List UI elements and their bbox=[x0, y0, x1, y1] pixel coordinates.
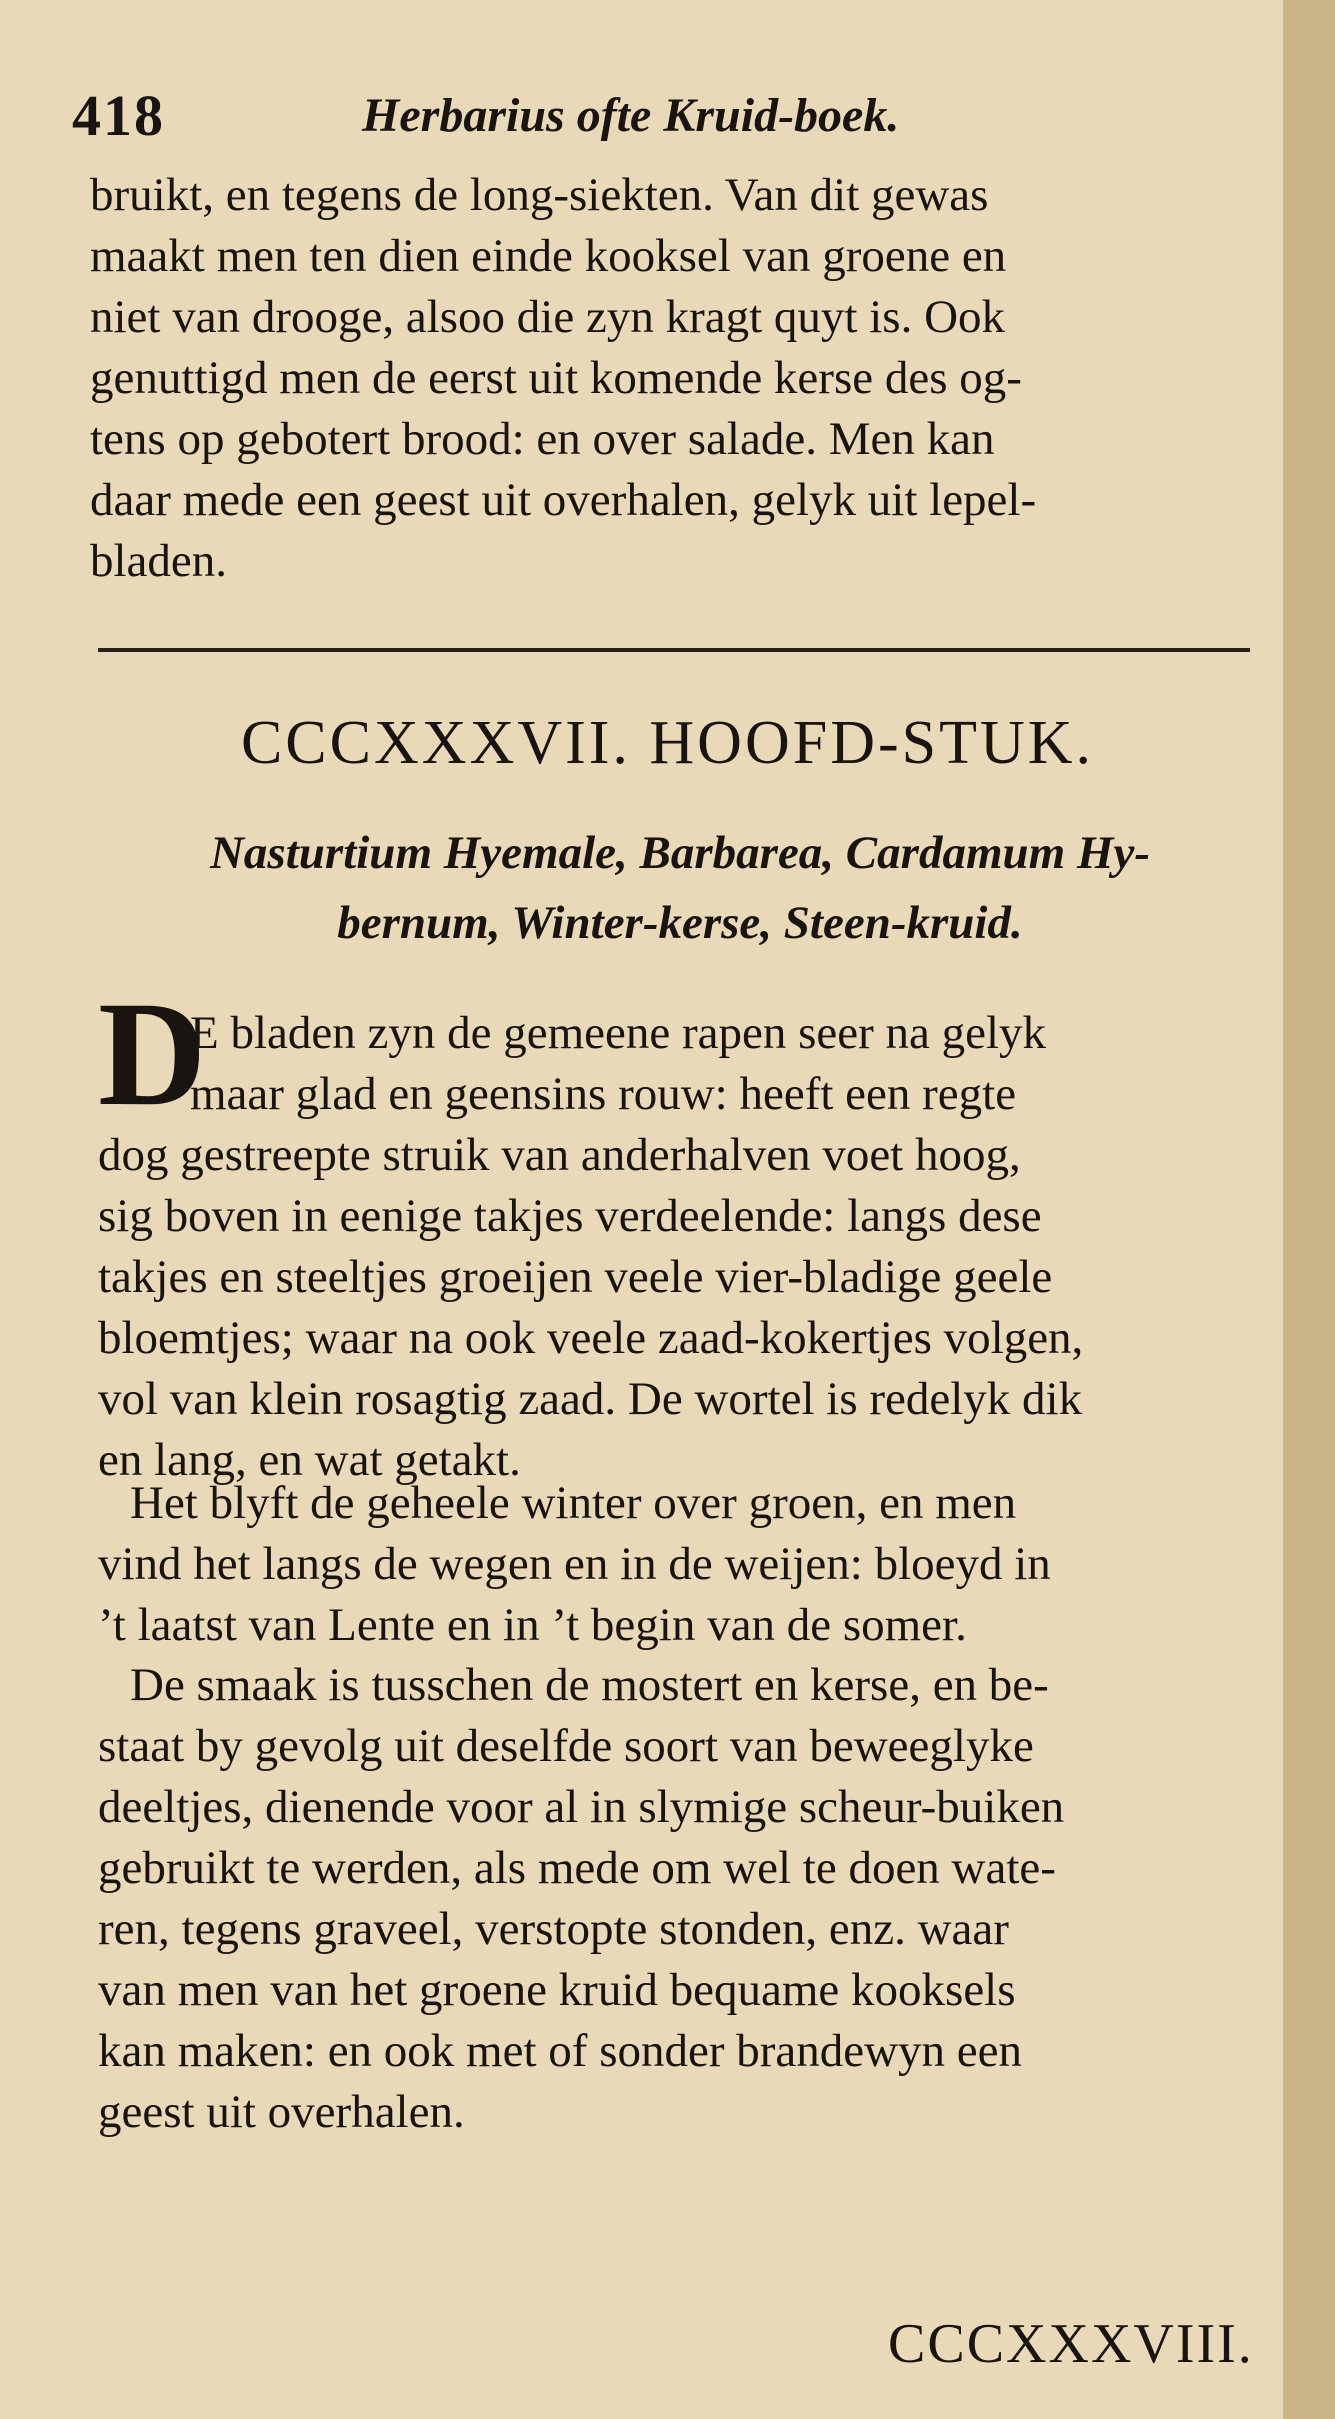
text-line: dog gestreepte struik van anderhalven voet hoog, bbox=[98, 1129, 1021, 1181]
text-line: takjes en steeltjes groeijen veele vier-bladige geele bbox=[98, 1251, 1053, 1303]
text-line: E bladen zyn de gemeene rapen seer na gelyk bbox=[190, 1007, 1047, 1059]
text-line: maakt men ten dien einde kooksel van groene en bbox=[90, 230, 1007, 282]
text-line: tens op gebotert brood: en over salade. Men kan bbox=[90, 413, 995, 465]
text-line: kan maken: en ook met of sonder brandewyn een bbox=[98, 2025, 1023, 2077]
subtitle-line: Nasturtium Hyemale, Barbarea, Cardamum Hy- bbox=[209, 827, 1151, 879]
text-line: en lang, en wat getakt. bbox=[98, 1434, 521, 1486]
page-header bbox=[72, 82, 1272, 152]
text-line: genuttigd men de eerst uit komende kerse des og- bbox=[90, 352, 1022, 404]
text-line: De smaak is tusschen de mostert en kerse, en be- bbox=[130, 1659, 1049, 1711]
chapter-subtitle bbox=[100, 818, 1260, 958]
catchword: CCCXXXVIII. bbox=[888, 2313, 1254, 2375]
text-line: geest uit overhalen. bbox=[98, 2086, 465, 2138]
text-line: vol van klein rosagtig zaad. De wortel is redelyk dik bbox=[98, 1373, 1083, 1425]
text-line: gebruikt te werden, als mede om wel te doen wate- bbox=[98, 1842, 1056, 1894]
text-line: daar mede een geest uit overhalen, gelyk uit lepel- bbox=[90, 474, 1037, 526]
text-line: staat by gevolg uit deselfde soort van beweeglyke bbox=[98, 1720, 1034, 1772]
text-line: deeltjes, dienende voor al in slymige scheur-buiken bbox=[98, 1781, 1065, 1833]
text-line: ’t laatst van Lente en in ’t begin van de somer. bbox=[98, 1599, 967, 1651]
paragraph bbox=[98, 1473, 1283, 1656]
text-line: niet van drooge, alsoo die zyn kragt quyt is. Ook bbox=[90, 291, 1006, 343]
text-line: sig boven in eenige takjes verdeelende: langs dese bbox=[98, 1190, 1042, 1242]
paragraph bbox=[98, 1655, 1283, 2143]
text-line: vind het langs de wegen en in de weijen: bloeyd in bbox=[98, 1538, 1051, 1590]
subtitle-line: bernum, Winter-kerse, Steen-kruid. bbox=[337, 897, 1023, 949]
page-edge bbox=[1283, 0, 1335, 2419]
text-line: ren, tegens graveel, verstopte stonden, enz. waar bbox=[98, 1903, 1009, 1955]
text-line: maar glad en geensins rouw: heeft een regte bbox=[190, 1068, 1017, 1120]
drop-cap: D bbox=[98, 971, 207, 1137]
running-title: Herbarius ofte Kruid-boek. bbox=[362, 89, 900, 142]
text-line: van men van het groene kruid bequame kooksels bbox=[98, 1964, 1016, 2016]
chapter-title: CCCXXXVII. HOOFD-STUK. bbox=[240, 709, 1095, 777]
previous-chapter-text bbox=[90, 165, 1285, 592]
text-line: bruikt, en tegens de long-siekten. Van dit gewas bbox=[90, 169, 989, 221]
text-line: bloemtjes; waar na ook veele zaad-kokertjes volgen, bbox=[98, 1312, 1084, 1364]
page-number: 418 bbox=[72, 83, 165, 148]
paragraph bbox=[98, 1003, 1283, 1491]
text-line: bladen. bbox=[90, 535, 228, 587]
section-divider bbox=[98, 648, 1250, 652]
text-line: Het blyft de geheele winter over groen, en men bbox=[130, 1477, 1017, 1529]
